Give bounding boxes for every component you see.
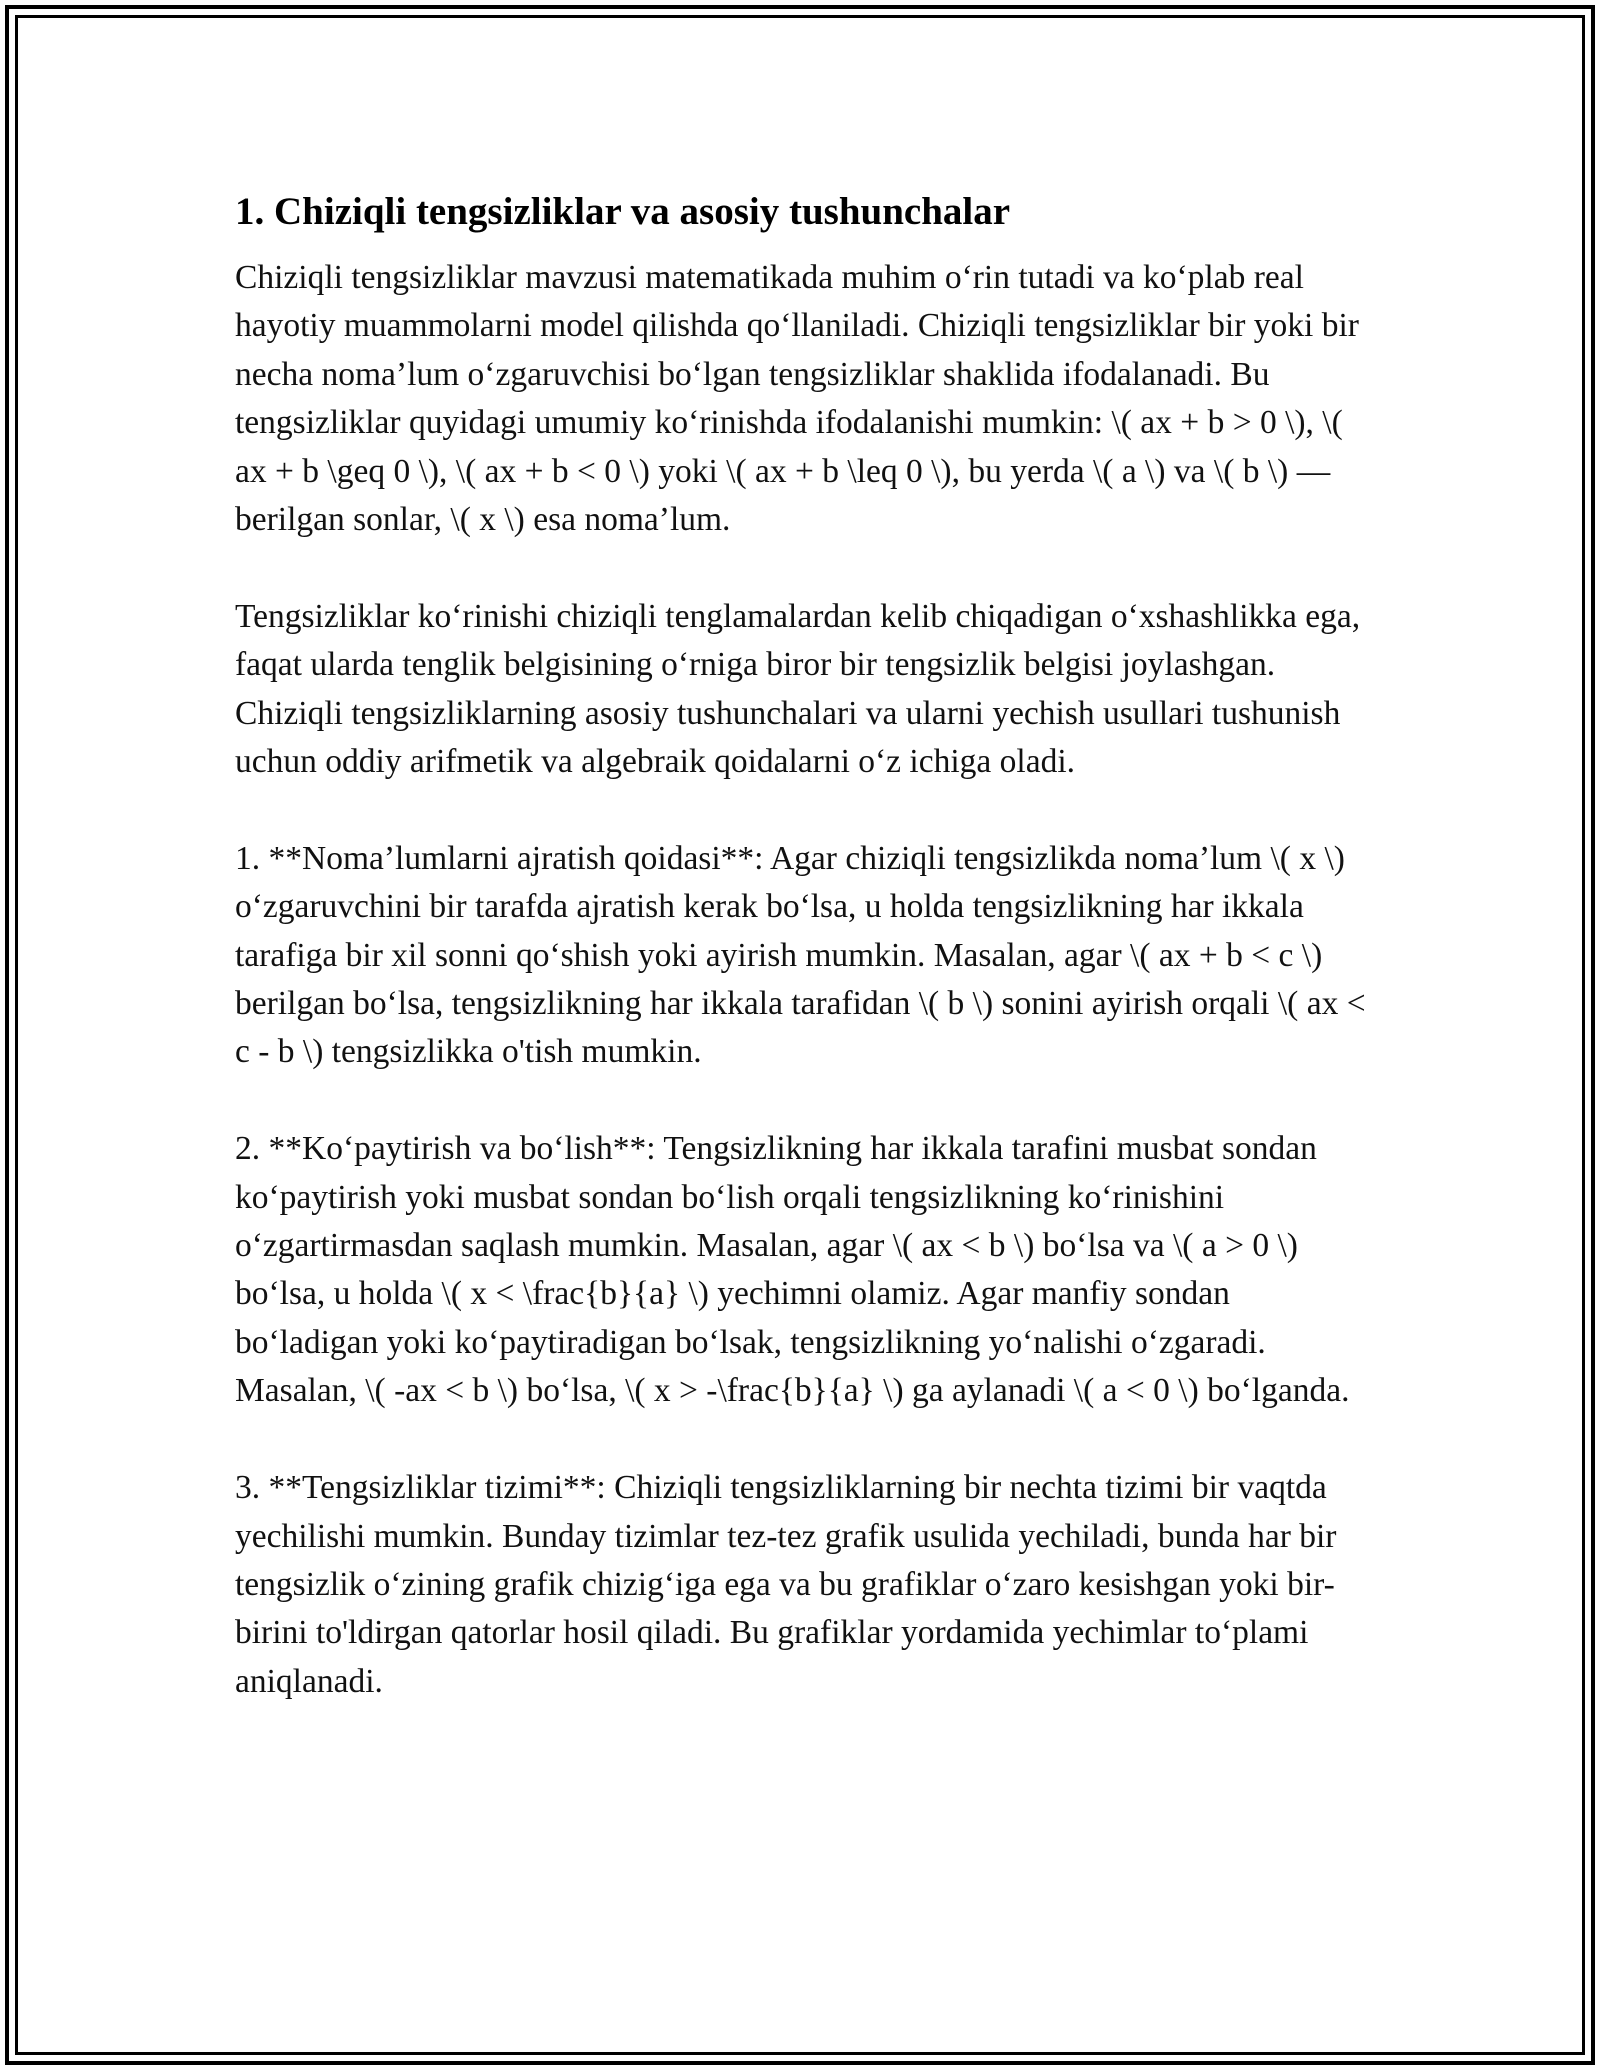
section-title: 1. Chiziqli tengsizliklar va asosiy tushunchalar — [235, 190, 1011, 233]
rule-2-paragraph: 2. **Ko‘paytirish va bo‘lish**: Tengsizlikning har ikkala tarafini musbat sondan ko‘paytirish yoki musbat sondan bo‘lish orqali tengsizlikning ko‘rinishini o‘zgartirmasdan saqlash mumkin. Masalan, agar \( ax < b \) bo‘lsa va \( a > 0 \) bo‘lsa, u holda \( x < \frac{b}{a} \) yechimni olamiz. Agar manfiy sondan bo‘ladigan yoki ko‘paytiradigan bo‘lsak, tengsizlikning yo‘nalishi o‘zgaradi. Masalan, \( -ax < b \) bo‘lsa, \( x > -\frac{b}{a} \) ga aylanadi \( a < 0 \) bo‘lganda. — [235, 1130, 1350, 1410]
rule-3-paragraph: 3. **Tengsizliklar tizimi**: Chiziqli tengsizliklarning bir nechta tizimi bir vaqtda yechilishi mumkin. Bunday tizimlar tez-tez grafik usulida yechiladi, bunda har bir tengsizlik o‘zining grafik chizig‘iga ega va bu grafiklar o‘zaro kesishgan yoki bir-birini to'ldirgan qatorlar hosil qiladi. Bu grafiklar yordamida yechimlar to‘plami aniqlanadi. — [235, 1469, 1337, 1700]
intro-paragraph: Chiziqli tengsizliklar mavzusi matematikada muhim o‘rin tutadi va ko‘plab real hayotiy muammolarni model qilishda qo‘llaniladi. Chiziqli tengsizliklar bir yoki bir necha noma’lum o‘zgaruvchisi bo‘lgan tengsizliklar shaklida ifodalanadi. Bu tengsizliklar quyidagi umumiy ko‘rinishda ifodalanishi mumkin: \( ax + b > 0 \), \( ax + b \geq 0 \), \( ax + b < 0 \) yoki \( ax + b \leq 0 \), bu yerda \( a \) va \( b \) — berilgan sonlar, \( x \) esa noma’lum. — [235, 259, 1359, 539]
concepts-paragraph: Tengsizliklar ko‘rinishi chiziqli tenglamalardan kelib chiqadigan o‘xshashlikka ega, faqat ularda tenglik belgisining o‘rniga biror bir tengsizlik belgisi joylashgan. Chiziqli tengsizliklarning asosiy tushunchalari va ularni yechish usullari tushunish uchun oddiy arifmetik va algebraik qoidalarni o‘z ichiga oladi. — [235, 597, 1361, 781]
document-page — [235, 184, 1375, 1755]
rule-1-paragraph: 1. **Noma’lumlarni ajratish qoidasi**: Agar chiziqli tengsizlikda noma’lum \( x \) o‘zgaruvchini bir tarafda ajratish kerak bo‘lsa, u holda tengsizlikning har ikkala tarafiga bir xil sonni qo‘shish yoki ayirish mumkin. Masalan, agar \( ax + b < c \) berilgan bo‘lsa, tengsizlikning har ikkala tarafidan \( b \) sonini ayirish orqali \( ax < c - b \) tengsizlikka o'tish mumkin. — [235, 839, 1366, 1071]
